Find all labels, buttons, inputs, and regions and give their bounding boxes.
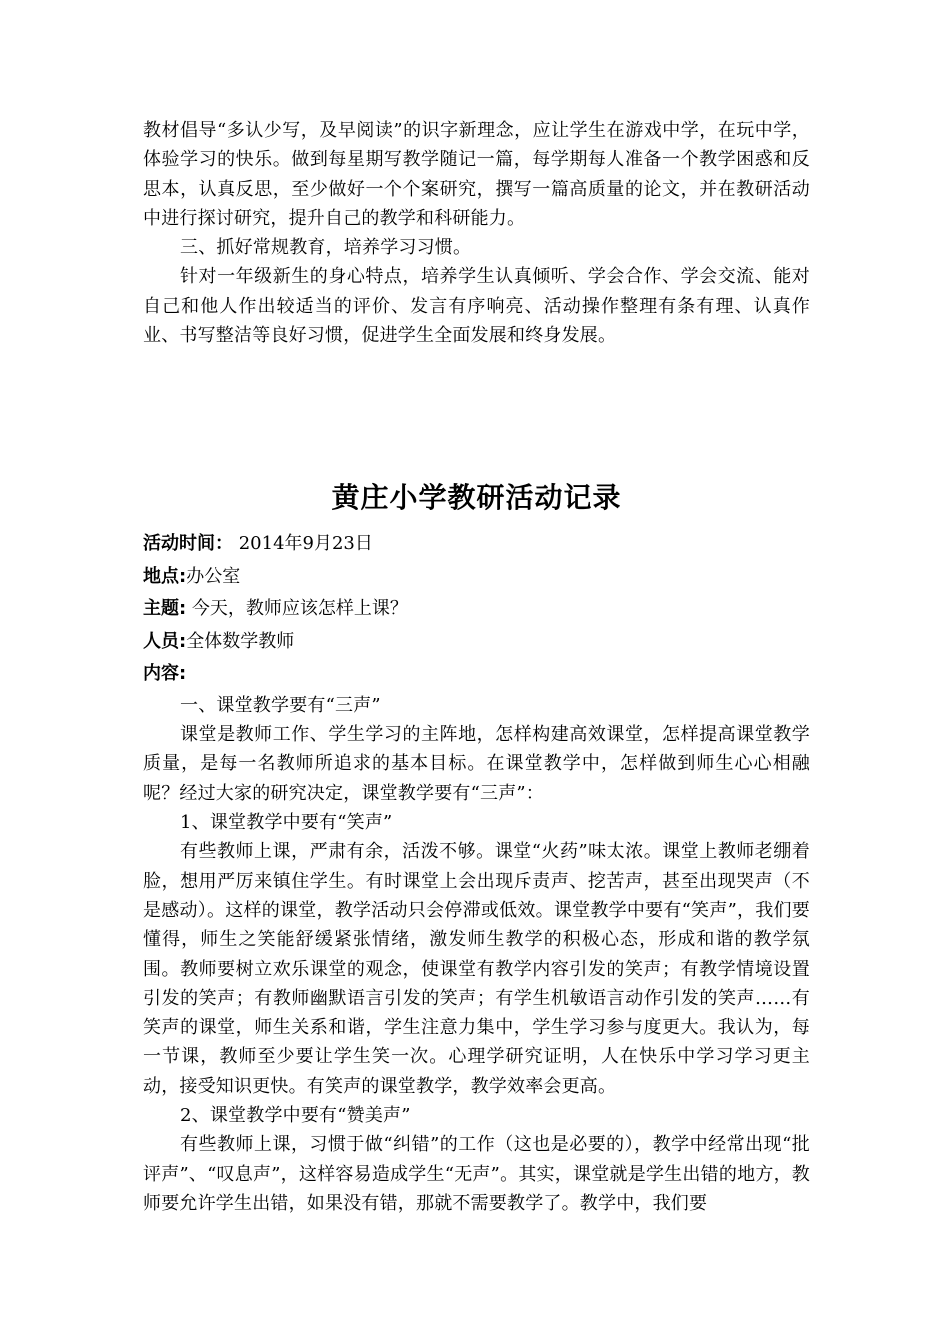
content-subheading-laughter: 1、课堂教学中要有“笑声” [180,812,393,834]
time-value: 2014年9月23日 [233,533,373,555]
meta-content [143,658,810,691]
meta-people [143,626,810,659]
meta-time [143,528,810,561]
place-label: 地点: [143,565,187,587]
time-label: 活动时间： [143,533,233,555]
content-paragraph-praise: 有些教师上课，习惯于做“纠错”的工作（这也是必要的），教学中经常出现“批评声”、“叹息声”，这样容易造成学生“无声”。其实，课堂就是学生出错的地方，教师要允许学生出错，如果没有错，那就不需要教学了。教学中，我们要 [143,1134,810,1214]
top-paragraph-3: 针对一年级新生的身心特点，培养学生认真倾听、学会合作、学会交流、能对自己和他人作出较适当的评价、发言有序响亮、活动操作整理有条有理、认真作业、书写整洁等良好习惯，促进学生全面发展和终身发展。 [143,266,810,347]
content-heading-1: 一、课堂教学要有“三声” [180,694,381,716]
topic-label: 主题: [143,598,187,620]
top-paragraph-1: 教材倡导“多认少写，及早阅读”的识字新理念，应让学生在游戏中学，在玩中学，体验学习的快乐。做到每星期写教学随记一篇，每学期每人准备一个教学困惑和反思本，认真反思，至少做好一个个案研究，撰写一篇高质量的论文，并在教研活动中进行探讨研究，提升自己的教学和科研能力。 [143,120,810,229]
place-value: 办公室 [186,565,241,587]
content-paragraph-laughter: 有些教师上课，严肃有余，活泼不够。课堂“火药”味太浓。课堂上教师老绷着脸，想用严厉来镇住学生。有时课堂上会出现斥责声、挖苦声，甚至出现哭声（不是感动）。这样的课堂，教学活动只会停滞或低效。课堂教学中要有“笑声”，我们要懂得，师生之笑能舒缓紧张情绪，激发师生教学的积极心态，形成和谐的教学氛围。教师要树立欢乐课堂的观念，使课堂有教学内容引发的笑声；有教学情境设置引发的笑声；有教师幽默语言引发的笑声；有学生机敏语言动作引发的笑声……有笑声的课堂，师生关系和谐，学生注意力集中，学生学习参与度更大。我认为，每一节课，教师至少要让学生笑一次。心理学研究证明，人在快乐中学习学习更主动，接受知识更快。有笑声的课堂教学，教学效率会更高。 [143,841,810,1097]
meta-place [143,561,810,594]
content-paragraph-intro: 课堂是教师工作、学生学习的主阵地，怎样构建高效课堂，怎样提高课堂教学质量，是每一名教师所追求的基本目标。在课堂教学中，怎样做到师生心心相融呢？经过大家的研究决定，课堂教学要有“三声”： [143,724,810,804]
people-value: 全体数学教师 [186,630,295,652]
meta-topic [143,593,810,626]
document-page [143,116,810,1218]
content-subheading-praise: 2、课堂教学中要有“赞美声” [180,1105,411,1127]
content-label: 内容: [143,663,187,685]
people-label: 人员: [143,630,187,652]
section-heading-3: 三、抓好常规教育，培养学习习惯。 [180,237,472,259]
page-gap [143,350,810,478]
topic-value: 今天，教师应该怎样上课？ [186,598,408,620]
record-title: 黄庄小学教研活动记录 [331,481,622,515]
